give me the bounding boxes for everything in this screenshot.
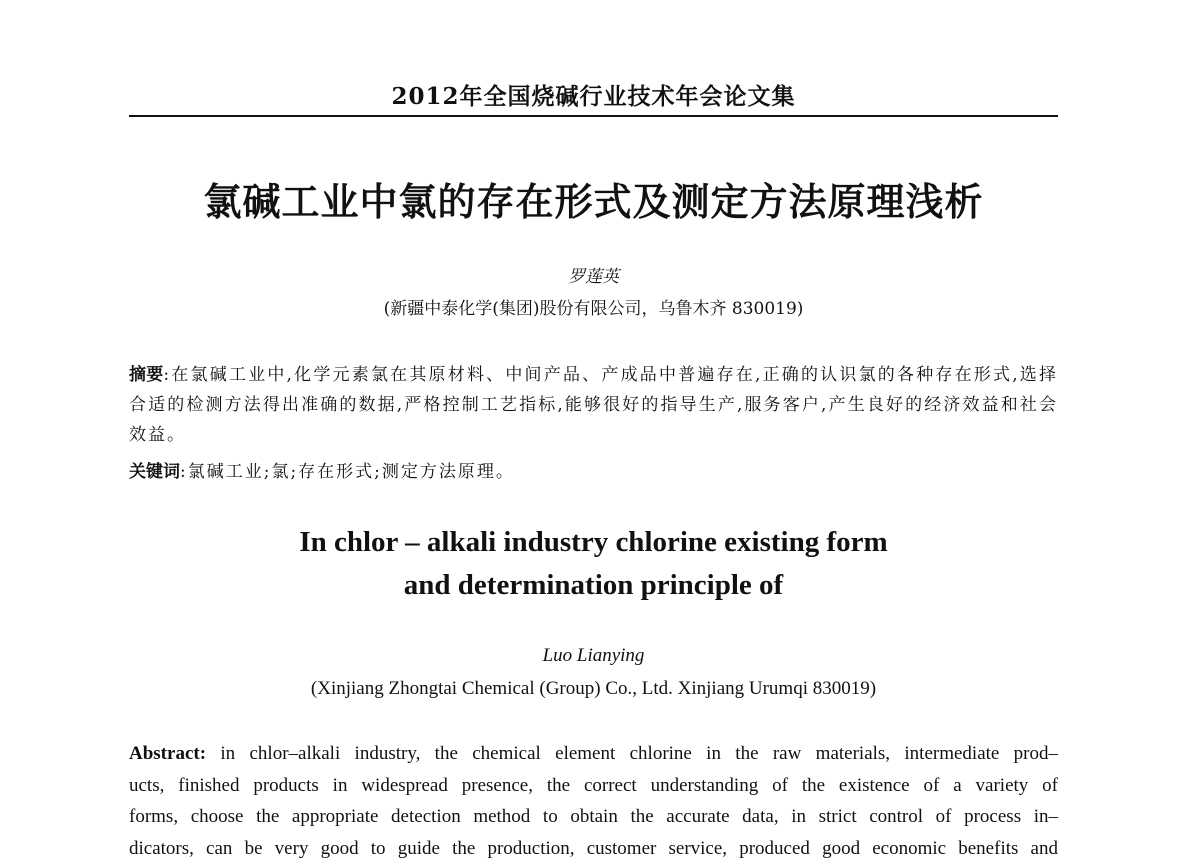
english-author: Luo Lianying xyxy=(129,643,1058,669)
chinese-author: 罗莲英 xyxy=(129,264,1058,290)
english-abstract xyxy=(129,738,1058,864)
chinese-abstract-label: 摘要 xyxy=(129,365,163,385)
chinese-affiliation: (新疆中泰化学(集团)股份有限公司，乌鲁木齐 830019) xyxy=(129,296,1058,322)
english-title-line-1: In chlor – alkali industry chlorine existing form xyxy=(129,521,1058,564)
english-affiliation: (Xinjiang Zhongtai Chemical (Group) Co., Ltd. Xinjiang Urumqi 830019) xyxy=(129,676,1058,702)
chinese-keywords-text: :氯碱工业;氯;存在形式;测定方法原理。 xyxy=(180,462,515,482)
chinese-keywords-label: 关键词 xyxy=(129,462,180,482)
english-abstract-line-1-text: in chlor–alkali industry, the chemical element chlorine in the raw materials, intermediate prod– xyxy=(206,743,1058,764)
english-title xyxy=(129,521,1058,607)
english-abstract-line-2: ucts, finished products in widespread presence, the correct understanding of the existence of a variety of xyxy=(129,770,1058,802)
header-rule xyxy=(129,115,1058,117)
english-title-line-2: and determination principle of xyxy=(129,564,1058,607)
english-abstract-line-4: dicators, can be very good to guide the production, customer service, produced good economic benefits and xyxy=(129,833,1058,864)
chinese-keywords xyxy=(129,458,1058,486)
chinese-title: 氯碱工业中氯的存在形式及测定方法原理浅析 xyxy=(129,176,1058,228)
english-abstract-line-3: forms, choose the appropriate detection method to obtain the accurate data, in strict control of process in– xyxy=(129,801,1058,833)
chinese-abstract xyxy=(129,360,1058,450)
english-abstract-label: Abstract: xyxy=(129,743,206,764)
running-header: 2012年全国烧碱行业技术年会论文集 xyxy=(129,80,1058,114)
chinese-abstract-text: :在氯碱工业中,化学元素氯在其原材料、中间产品、产成品中普遍存在,正确的认识氯的各种存在形式,选择合适的检测方法得出准确的数据,严格控制工艺指标,能够很好的指导生产,服务客户,产生良好的经济效益和社会效益。 xyxy=(129,365,1058,445)
english-abstract-line-1 xyxy=(129,738,1058,770)
